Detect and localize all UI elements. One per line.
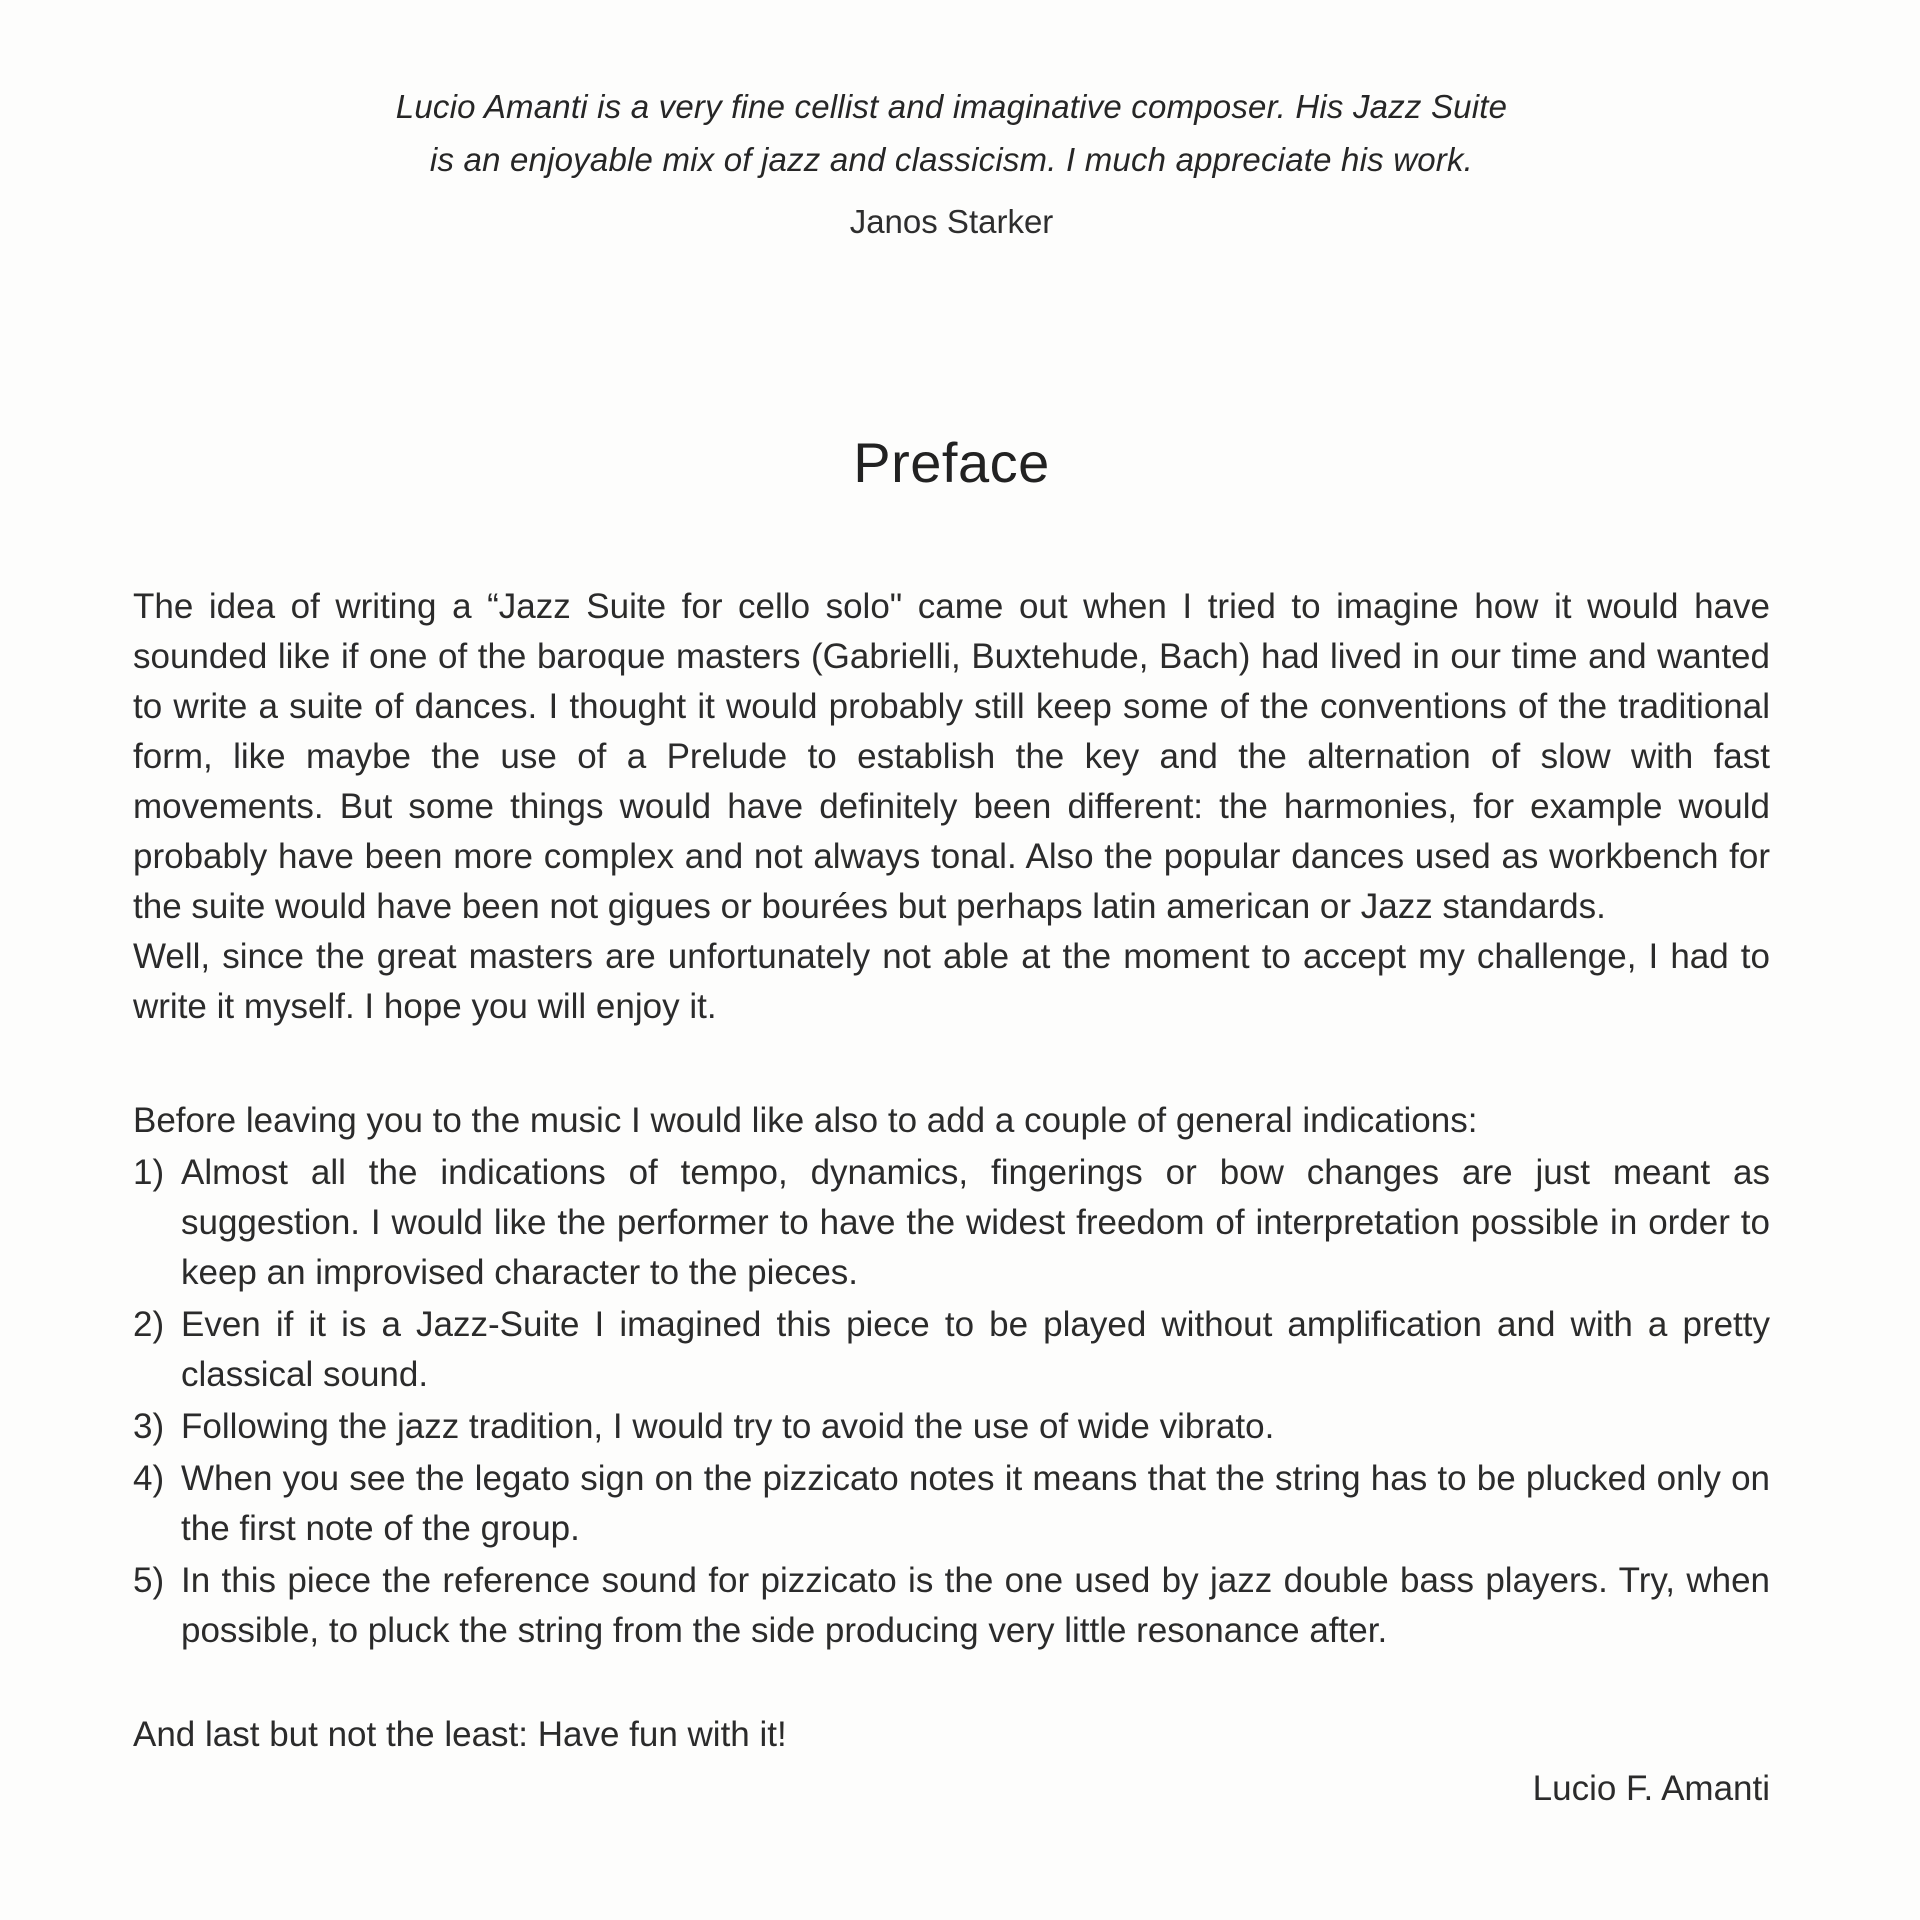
list-intro: Before leaving you to the music I would like also to add a couple of general indications:: [133, 1101, 1478, 1140]
list-item-text: Following the jazz tradition, I would try to avoid the use of wide vibrato.: [181, 1407, 1275, 1446]
author-signature: Lucio F. Amanti: [1532, 1769, 1770, 1808]
list-item: [133, 1300, 1770, 1400]
list-item: [133, 1454, 1770, 1554]
indications-list: [133, 1148, 1770, 1656]
list-item-text: In this piece the reference sound for pizzicato is the one used by jazz double bass players. Try, when possible, to pluck the string from the side producing very little resonance after.: [181, 1561, 1770, 1650]
page-title: Preface: [853, 431, 1050, 494]
list-item-number: 4): [133, 1459, 165, 1498]
list-item: [133, 1148, 1770, 1298]
epigraph-quote: [133, 80, 1770, 186]
preface-page: [133, 80, 1770, 1814]
list-item-number: 3): [133, 1407, 165, 1446]
list-item-number: 1): [133, 1153, 165, 1192]
preface-paragraph-2: Well, since the great masters are unfortunately not able at the moment to accept my challenge, I had to write it myself. I hope you will enjoy it.: [133, 937, 1770, 1026]
list-item-text: When you see the legato sign on the pizzicato notes it means that the string has to be plucked only on the first note of the group.: [181, 1459, 1770, 1548]
preface-paragraph-1: The idea of writing a “Jazz Suite for cello solo" came out when I tried to imagine how it would have sounded like if one of the baroque masters (Gabrielli, Buxtehude, Bach) had lived in our time and wanted to write a suite of dances. I thought it would probably still keep some of the conventions of the traditional form, like maybe the use of a Prelude to establish the key and the alternation of slow with fast movements. But some things would have definitely been different: the harmonies, for example would probably have been more complex and not always tonal. Also the popular dances used as workbench for the suite would have been not gigues or bourées but perhaps latin american or Jazz standards.: [133, 587, 1770, 926]
list-item-number: 5): [133, 1561, 165, 1600]
list-item-text: Almost all the indications of tempo, dynamics, fingerings or bow changes are just meant as suggestion. I would like the performer to have the widest freedom of interpretation possible in order to keep an improvised character to the pieces.: [181, 1153, 1770, 1292]
list-item-text: Even if it is a Jazz-Suite I imagined this piece to be played without amplification and with a pretty classical sound.: [181, 1305, 1770, 1394]
list-item-number: 2): [133, 1305, 165, 1344]
preface-body: [133, 582, 1770, 1814]
closing-line: And last but not the least: Have fun with it!: [133, 1715, 787, 1754]
quote-line-2: is an enjoyable mix of jazz and classicism. I much appreciate his work.: [429, 141, 1474, 178]
quote-attribution: Janos Starker: [849, 203, 1054, 240]
list-item: [133, 1402, 1770, 1452]
quote-line-1: Lucio Amanti is a very fine cellist and imaginative composer. His Jazz Suite: [395, 88, 1508, 125]
list-item: [133, 1556, 1770, 1656]
